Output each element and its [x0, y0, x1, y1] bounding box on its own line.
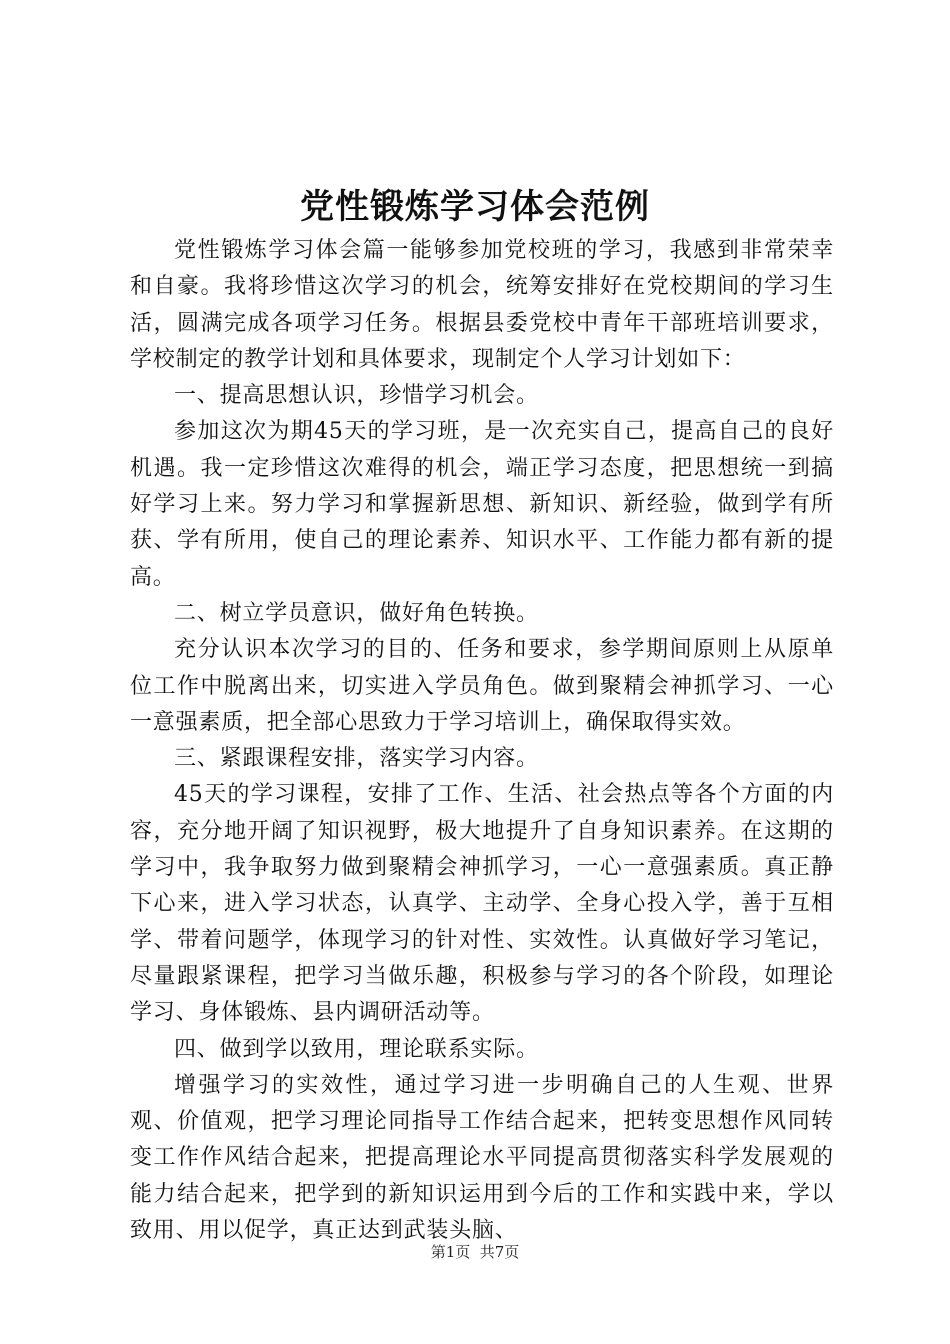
section-heading-2: 二、树立学员意识，做好角色转换。 — [174, 600, 539, 626]
section-heading-3: 三、紧跟课程安排，落实学习内容。 — [174, 746, 539, 772]
paragraph-section-1: 参加这次为期45天的学习班，是一次充实自己，提高自己的良好机遇。我一定珍惜这次难得的机会，端正学习态度，把思想统一到搞好学习上来。努力学习和掌握新思想、新知识、新经验，做到学有所获、学有所用，使自己的理论素养、知识水平、工作能力都有新的提高。 — [130, 419, 834, 590]
section-heading-1: 一、提高思想认识，珍惜学习机会。 — [174, 383, 539, 409]
page-footer — [0, 1242, 950, 1262]
paragraph-section-4: 增强学习的实效性，通过学习进一步明确自己的人生观、世界观、价值观，把学习理论同指导工作结合起来，把转变思想作风同转变工作作风结合起来，把提高理论水平同提高贯彻落实科学发展观的能力结合起来，把学到的新知识运用到今后的工作和实践中来，学以致用、用以促学，真正达到武装头脑、 — [130, 1072, 834, 1244]
document-title: 党性锻炼学习体会范例 — [300, 187, 650, 227]
paragraph-intro: 党性锻炼学习体会篇一能够参加党校班的学习，我感到非常荣幸和自豪。我将珍惜这次学习的机会，统筹安排好在党校期间的学习生活，圆满完成各项学习任务。根据县委党校中青年干部班培训要求，学校制定的教学计划和具体要求，现制定个人学习计划如下： — [130, 238, 834, 372]
paragraph-section-3: 45天的学习课程，安排了工作、生活、社会热点等各个方面的内容，充分地开阔了知识视野，极大地提升了自身知识素养。在这期的学习中，我争取努力做到聚精会神抓学习，一心一意强素质。真正静下心来，进入学习状态，认真学、主动学、全身心投入学，善于互相学、带着问题学，体现学习的针对性、实效性。认真做好学习笔记，尽量跟紧课程，把学习当做乐趣，积极参与学习的各个阶段，如理论学习、身体锻炼、县内调研活动等。 — [130, 782, 834, 1026]
paragraph-section-2: 充分认识本次学习的目的、任务和要求，参学期间原则上从原单位工作中脱离出来，切实进入学员角色。做到聚精会神抓学习、一心一意强素质，把全部心思致力于学习培训上，确保取得实效。 — [130, 637, 834, 735]
document-body — [130, 233, 834, 1249]
section-heading-4: 四、做到学以致用，理论联系实际。 — [174, 1036, 539, 1062]
page-number: 第1页 共7页 — [430, 1243, 520, 1261]
